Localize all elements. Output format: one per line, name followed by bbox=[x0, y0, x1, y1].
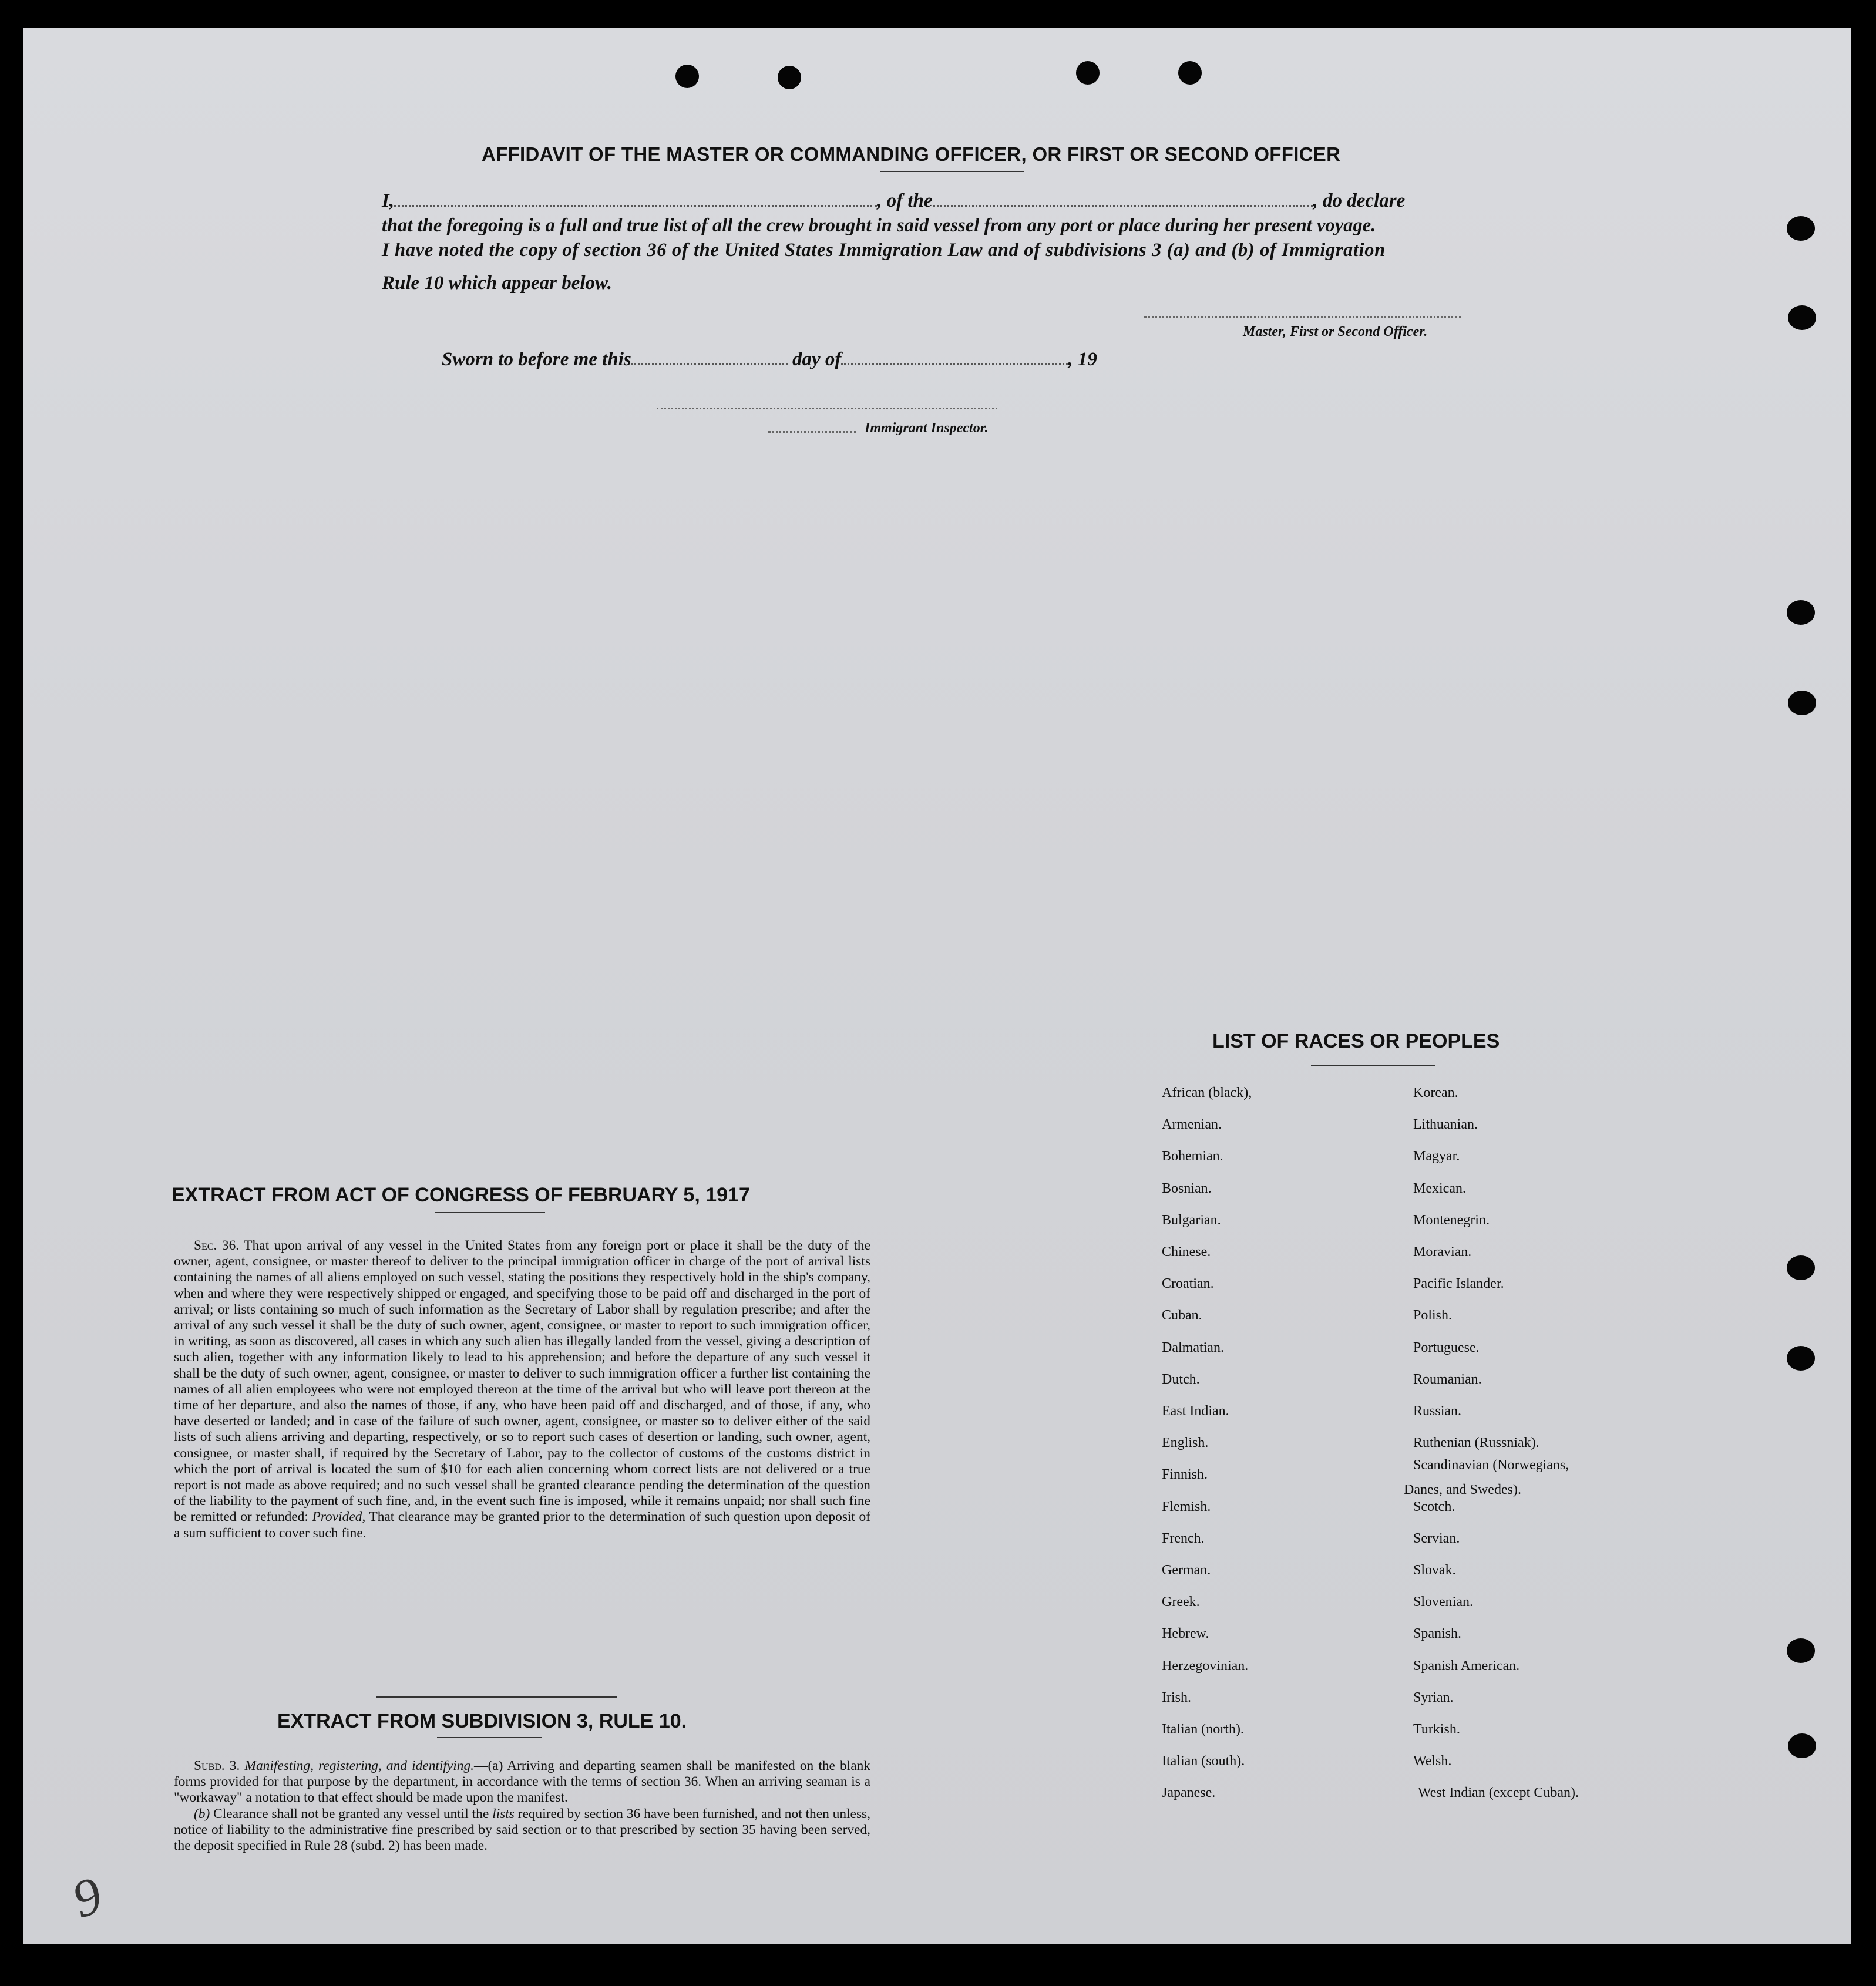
race-item: Mexican. bbox=[1413, 1180, 1466, 1196]
race-item: Portuguese. bbox=[1413, 1339, 1480, 1355]
race-item: Spanish. bbox=[1413, 1626, 1462, 1642]
punch-hole bbox=[1787, 1346, 1815, 1371]
punch-hole bbox=[1076, 61, 1100, 85]
sworn-line bbox=[442, 349, 1097, 371]
affidavit-declaration-line bbox=[382, 190, 1405, 212]
race-item: Greek. bbox=[1162, 1594, 1200, 1610]
race-item: Armenian. bbox=[1162, 1117, 1222, 1133]
race-item: Servian. bbox=[1413, 1530, 1460, 1546]
race-item: Finnish. bbox=[1162, 1467, 1208, 1483]
extract-rule-title: EXTRACT FROM SUBDIVISION 3, RULE 10. bbox=[277, 1710, 687, 1732]
sworn-prefix: Sworn to before me this bbox=[442, 349, 631, 370]
section-36-label: Sec. 36. bbox=[194, 1238, 240, 1253]
punch-hole bbox=[1788, 1733, 1816, 1758]
race-item: Bulgarian. bbox=[1162, 1212, 1221, 1228]
race-item: Cuban. bbox=[1162, 1308, 1202, 1324]
affidavit-line-3: I have noted the copy of section 36 of the United States Immigration Law and of subdivisions 3 (a) and (b) of Immigration bbox=[382, 240, 1386, 261]
race-item: Turkish. bbox=[1413, 1722, 1460, 1737]
race-item: Pacific Islander. bbox=[1413, 1276, 1504, 1292]
race-item: West Indian (except Cuban). bbox=[1418, 1785, 1579, 1801]
para-b-lists: lists bbox=[492, 1806, 515, 1822]
race-item: Flemish. bbox=[1162, 1499, 1211, 1514]
races-title: LIST OF RACES OR PEOPLES bbox=[1212, 1030, 1500, 1052]
race-item: Chinese. bbox=[1162, 1244, 1211, 1260]
inspector-signature-line bbox=[657, 408, 997, 409]
document-page bbox=[23, 28, 1851, 1944]
sworn-month-blank bbox=[841, 349, 1068, 365]
race-item: Danes, and Swedes). bbox=[1404, 1482, 1521, 1498]
master-signature-line bbox=[1144, 316, 1461, 318]
punch-hole bbox=[1178, 61, 1202, 85]
title-rule bbox=[880, 171, 1024, 172]
race-item: Slovenian. bbox=[1413, 1594, 1473, 1610]
race-item: Syrian. bbox=[1413, 1689, 1454, 1705]
race-item: Italian (north). bbox=[1162, 1722, 1244, 1737]
punch-hole bbox=[778, 66, 801, 89]
race-item: Ruthenian (Russniak). bbox=[1413, 1435, 1539, 1451]
race-item: Dutch. bbox=[1162, 1371, 1200, 1387]
race-item: Irish. bbox=[1162, 1689, 1191, 1705]
affidavit-line-2: that the foregoing is a full and true list of all the crew brought in said vessel from any port or place during her present voyage. bbox=[382, 215, 1376, 236]
race-item: Polish. bbox=[1413, 1308, 1453, 1324]
affidavit-line-4: Rule 10 which appear below. bbox=[382, 272, 613, 294]
day-of-text: day of bbox=[792, 349, 842, 370]
name-blank bbox=[394, 191, 877, 207]
race-item: Roumanian. bbox=[1413, 1371, 1482, 1387]
handwritten-mark: 9 bbox=[65, 1866, 109, 1930]
race-item: Montenegrin. bbox=[1413, 1212, 1490, 1228]
punch-hole bbox=[675, 65, 699, 88]
race-item: East Indian. bbox=[1162, 1403, 1229, 1419]
race-item: Lithuanian. bbox=[1413, 1117, 1478, 1133]
subd-heading: Manifesting, registering, and identifying. bbox=[244, 1758, 475, 1773]
punch-hole bbox=[1788, 691, 1816, 715]
race-item: Welsh. bbox=[1413, 1753, 1452, 1769]
vessel-blank bbox=[933, 191, 1313, 207]
race-item: Russian. bbox=[1413, 1403, 1462, 1419]
inspector-short-line bbox=[768, 431, 856, 433]
race-item: Croatian. bbox=[1162, 1276, 1214, 1292]
inspector-label: Immigrant Inspector. bbox=[865, 420, 989, 436]
provided-label: Provided, bbox=[312, 1509, 366, 1525]
punch-hole bbox=[1787, 216, 1815, 241]
race-item: French. bbox=[1162, 1530, 1205, 1546]
do-declare-text: , do declare bbox=[1313, 190, 1406, 211]
race-item: Korean. bbox=[1413, 1085, 1458, 1100]
affidavit-title: AFFIDAVIT OF THE MASTER OR COMMANDING OFFICER, OR FIRST OR SECOND OFFICER bbox=[482, 143, 1341, 165]
master-signature-label: Master, First or Second Officer. bbox=[1243, 324, 1428, 339]
punch-hole bbox=[1787, 600, 1815, 625]
race-item: German. bbox=[1162, 1563, 1211, 1578]
year-prefix: , 19 bbox=[1068, 349, 1097, 370]
race-item: Herzegovinian. bbox=[1162, 1658, 1249, 1674]
punch-hole bbox=[1787, 1255, 1815, 1280]
provided-text: That clearance may be granted prior to the determination of such question upon deposit of a sum sufficient to cover such fine. bbox=[174, 1509, 871, 1541]
extract-act-rule bbox=[435, 1212, 545, 1213]
race-item: Magyar. bbox=[1413, 1149, 1460, 1164]
declarant-prefix: I, bbox=[382, 190, 395, 211]
section-divider bbox=[376, 1696, 617, 1698]
rule-10-text bbox=[174, 1758, 870, 1854]
punch-hole bbox=[1787, 1638, 1815, 1663]
section-36-text bbox=[174, 1238, 870, 1541]
para-a-label: —(a) bbox=[474, 1758, 503, 1773]
race-item: Slovak. bbox=[1413, 1563, 1456, 1578]
punch-hole bbox=[1788, 305, 1816, 330]
extract-act-title: EXTRACT FROM ACT OF CONGRESS OF FEBRUARY 5, 1917 bbox=[172, 1184, 750, 1206]
of-the-text: , of the bbox=[877, 190, 933, 211]
race-item: Dalmatian. bbox=[1162, 1339, 1224, 1355]
section-36-body: That upon arrival of any vessel in the United States from any foreign port or place it shall be the duty of the owner, agent, consignee, or master thereof to deliver to the principal immigration officer in charge of the port of arrival lists containing the names of all aliens employed on such vessel, stating the positions they respectively hold in the ship's company, when and where they were respectively shipped or engaged, and specifying those to be paid off and discharged in the port of arrival; or lists containing so much of such information as the Secretary of Labor shall by regulation prescribe; and after the arrival of any such vessel it shall be the duty of such owner, agent, consignee, or master to report to such immigration officer, in writing, as soon as discovered, all cases in which any such alien has illegally landed from the vessel, giving a description of such alien, together with any information likely to lead to his apprehension; and before the departure of any such vessel it shall be the duty of such owner, agent, consignee, or master to deliver to such immigration officer a further list containing the names of all alien employees who were not employed thereon at the time of the arrival but who will leave port thereon at the time of her departure, and also the names of those, if any, who have been paid off and discharged, and of those, if any, who have deserted or landed; and in case of the failure of such owner, agent, consignee, or master so to deliver either of the said lists of such aliens arriving and departing, respectively, or so to report such cases of desertion or landing, such owner, agent, consignee, or master shall, if required by the Secretary of Labor, pay to the collector of customs of the customs district in which the port of arrival is located the sum of $10 for each alien concerning whom correct lists are not delivered or a true report is not made as above required; and no such vessel shall be granted clearance pending the determination of the question of the liability to the payment of such fine, and, in the event such fine is imposed, while it remains unpaid; nor shall such fine be remitted or refunded: bbox=[174, 1238, 870, 1525]
extract-rule-rule bbox=[437, 1737, 542, 1738]
para-b-label: (b) bbox=[194, 1806, 210, 1822]
races-rule bbox=[1311, 1065, 1435, 1066]
para-a-text: Arriving and departing seamen shall be manifested on the blank forms provided for that purpose by the department, in accordance with the terms of section 36. When an arriving seaman is a "workaway" a notation to that effect should be made upon the manifest. bbox=[174, 1758, 871, 1806]
race-item: Bohemian. bbox=[1162, 1149, 1223, 1164]
race-item: Scotch. bbox=[1413, 1499, 1455, 1514]
race-item: Italian (south). bbox=[1162, 1753, 1245, 1769]
para-b-text-2: required by section 36 have been furnished, and not then unless, notice of liability to the administrative fine prescribed by said section or to that prescribed by section 35 having been served, the deposit specified in Rule 28 (subd. 2) has been made. bbox=[174, 1806, 870, 1854]
race-item: English. bbox=[1162, 1435, 1209, 1451]
para-b-text-1: Clearance shall not be granted any vessel until the bbox=[213, 1806, 489, 1822]
race-item: African (black), bbox=[1162, 1085, 1252, 1100]
subd-label: Subd. 3. bbox=[194, 1758, 240, 1773]
sworn-day-blank bbox=[631, 349, 788, 365]
race-item: Scandinavian (Norwegians, bbox=[1413, 1457, 1569, 1473]
race-item: Japanese. bbox=[1162, 1785, 1216, 1801]
race-item: Bosnian. bbox=[1162, 1180, 1212, 1196]
race-item: Moravian. bbox=[1413, 1244, 1472, 1260]
race-item: Hebrew. bbox=[1162, 1626, 1209, 1642]
race-item: Spanish American. bbox=[1413, 1658, 1520, 1674]
